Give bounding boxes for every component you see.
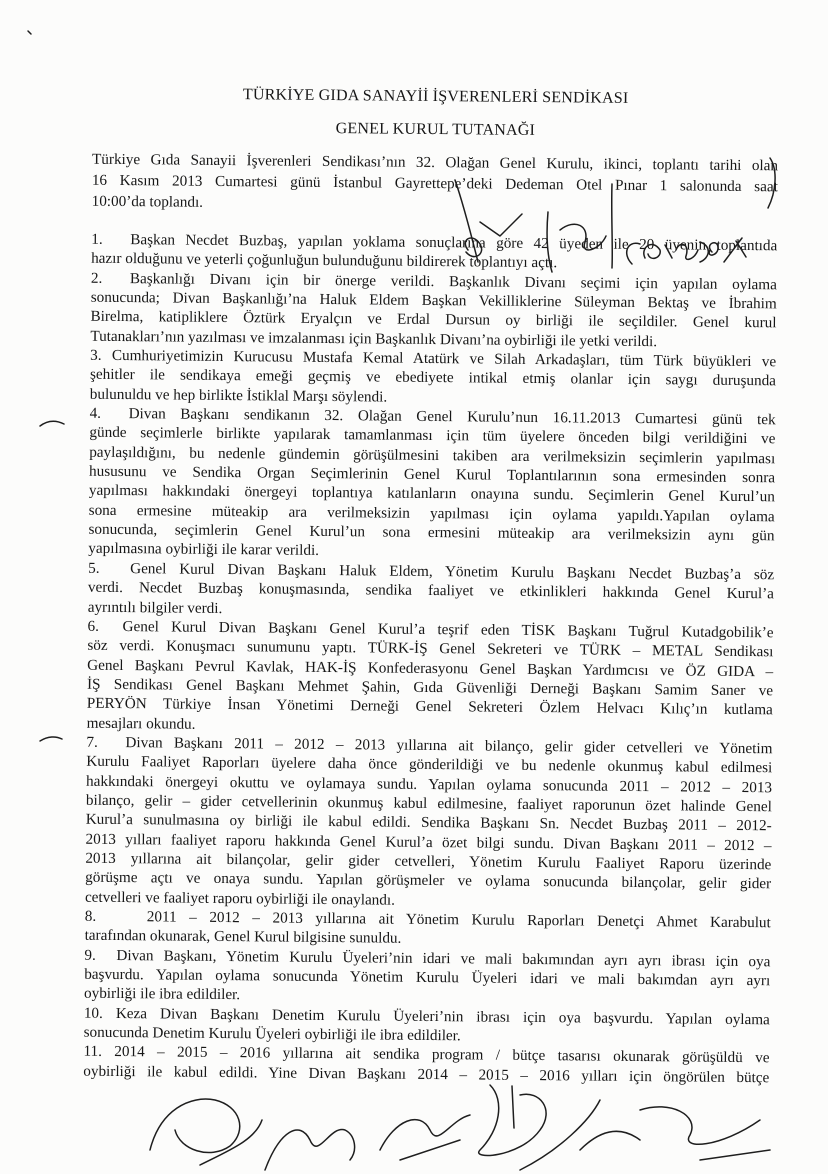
agenda-item-4 [88, 404, 775, 565]
agenda-item-5 [88, 559, 775, 624]
line-text: sona ermesine müteakip ara verilmeksizin yapılması için oylama yapıldı.Yapılan oylama [88, 501, 775, 526]
line-text: hakkındaki önergeyi okuttu ve oylamaya sundu. Yapılan oylama sonucunda 2011 – 2012 – 2013 [86, 772, 773, 796]
line-text: görüşme açtı ve onaya sundu. Yapılan görüşmeler ve oylama sonucunda bilançolar, gelir gider [85, 869, 772, 893]
line-text: bilanço, gelir – gider cetvellerinin okunmuş kabul edilmesine, faaliyet raporunun özet halinde Genel [85, 791, 772, 816]
line-text: Birelma, katipliklere Öztürk Eryalçın ve Erdal Dursun oy birliği ile seçildiler. Genel kurul [90, 308, 777, 332]
line-text: Divan Başkanı, Yönetim Kurulu Üyeleri’nin idari ve mali bakımından ayrı ayrı ibrası için oya [116, 946, 771, 970]
line-text: mesajları okundu. [86, 714, 196, 733]
line-text: oybirliği ile kabul edildi. Yine Divan Başkanı 2014 – 2015 – 2016 yılları için öngörülen bütçe [83, 1062, 770, 1087]
line-text: günde seçimlerle birlikte yapılarak tamamlanması için tüm üyelere önceden bilgi verildiğini ve [89, 424, 776, 448]
line-text: ayrıntılı bilgiler verdi. [87, 598, 223, 617]
agenda-item-10 [84, 1003, 770, 1048]
item-number: 2. [90, 269, 103, 287]
agenda-item-1 [91, 230, 777, 275]
intro-paragraph [92, 150, 779, 219]
line-text: tarafından okunarak, Genel Kurul bilgisine sunuldu. [84, 927, 402, 948]
line-text: cetvelleri ve faaliyet raporu oybirliği ile onaylandı. [84, 888, 396, 909]
line-text: Cumhuriyetimizin Kurucusu Mustafa Kemal Atatürk ve Silah Arkadaşları, tüm Türk büyükleri ve [111, 346, 777, 371]
line-text: PERYÖN Türkiye İnsan Yönetimi Derneği Genel Sekreteri Özlem Helvacı Kılıç’ın kutlama [86, 694, 773, 719]
line-text: sonucunda, seçimlerin Genel Kurul’un sona ermesini müteakip ara verilmeksizin aynı gün [88, 520, 775, 545]
line-text: Genel Kurul Divan Başkanı Haluk Eldem, Yönetim Kurulu Başkanı Necdet Buzbaş’a söz [130, 559, 775, 584]
agenda-item-3 [90, 346, 777, 411]
document-text [75, 77, 787, 1094]
line-text: şehitler ile sendikaya emeği geçmiş ve ebediyete intikal etmiş olanlar için saygı duruşunda [89, 366, 777, 390]
line-text: Keza Divan Başkanı Denetim Kurulu Üyeleri’nin ibrası için oya başvurdu. Yapılan oylama [115, 1004, 770, 1029]
item-number: 4. [89, 404, 102, 422]
signatures-bottom [150, 1085, 770, 1170]
item-number: 8. [84, 907, 97, 925]
line-text: Başkan Necdet Buzbaş, yapılan yoklama sonuçlarına göre 42 üyeden ile 20 üyenin toplantıda [130, 231, 778, 255]
line-text: Kurulu Faaliyet Raporları üyelere daha önce gönderildiği ve bu nedenle okunmuş kabul edilmesi [86, 752, 773, 777]
item-number: 3. [90, 346, 102, 364]
document-title: TÜRKİYE GIDA SANAYİİ İŞVERENLERİ SENDİKASI [242, 86, 629, 107]
agenda-item-6 [87, 617, 774, 740]
line-text: paylaşıldığını, bu nedenle gündemin görüşülmesini takiben ara verilmeksizin seçimlerin yapılması [89, 443, 776, 468]
line-text: bulunuldu ve hep birlikte İstiklal Marşı söylendi. [89, 385, 388, 406]
line-text: hazır olduğunu ve yeterli çoğunluğun bulunduğunu bildirerek toplantıyı açtı. [91, 250, 558, 272]
minutes-body [83, 150, 778, 1088]
item-number: 9. [84, 946, 96, 964]
agenda-item-9 [84, 945, 771, 1010]
line-text: sonucunda; Divan Başkanlığı’na Haluk Eldem Başkan Vekilliklerine Süleyman Bektaş ve İbrahim [90, 288, 777, 313]
item-number: 7. [86, 733, 98, 751]
agenda-item-8 [85, 907, 771, 952]
line-text: verdi. Necdet Buzbaş konuşmasında, sendika faaliyet ve etkinlikleri hakkında Genel Kurul’a [87, 578, 775, 603]
item-number: 6. [87, 617, 100, 635]
line-text: başvurdu. Yapılan oylama sonucunda Yönetim Kurulu Üyeleri idari ve mali bakımdan ayrı ayrı [84, 965, 771, 990]
item-number: 11. [83, 1043, 103, 1061]
item-number: 10. [83, 1004, 103, 1022]
agenda-item-2 [90, 268, 777, 352]
margin-marks [28, 31, 64, 741]
line-text: 10:00’da toplandı. [91, 192, 204, 211]
agenda-item-7 [85, 733, 773, 914]
agenda-item-11 [83, 1042, 769, 1087]
line-text: 16 Kasım 2013 Cumartesi günü İstanbul Gayrettepe’deki Dedeman Otel Pınar 1 salonunda saat [91, 171, 778, 196]
item-number: 5. [88, 559, 100, 577]
line-text: hususunu ve Sendika Organ Seçimlerinin Genel Kurul Toplantılarının sona ermesinden sonra [88, 462, 776, 487]
document-subtitle: GENEL KURUL TUTANAĞI [335, 120, 536, 139]
line-text: yapılmasına oybirliği ile karar verildi. [88, 540, 320, 560]
line-text: Tutanakları’nın yazılması ve imzalanması için Başkanlık Divanı’na oybirliği ile yetki verildi. [90, 327, 658, 350]
line-text: 2013 yıllarına ait bilançolar, gelir gider cetvelleri, Yönetim Kurulu Faaliyet Raporu üzerinde [85, 849, 772, 874]
line-text: Kurul’a sunulmasına oy birliği ile kabul edildi. Sendika Başkanı Sn. Necdet Buzbaş 2011 – 2012- [85, 810, 772, 835]
line-text: Başkanlığı Divanı için bir önerge verildi. Başkanlık Divanı seçimi için yapılan oylama [129, 269, 777, 293]
line-text: 2011 – 2012 – 2013 yıllarına ait Yönetim Kurulu Raporları Denetçi Ahmet Karabulut [146, 908, 771, 932]
line-text: İŞ Sendikası Genel Başkanı Mehmet Şahin, Gıda Güvenliği Derneği Başkanı Samim Saner ve [86, 675, 774, 700]
item-number: 1. [91, 230, 103, 248]
line-text: sonucunda Denetim Kurulu Üyeleri oybirliği ile ibra edildiler. [83, 1023, 461, 1045]
line-text: söz verdi. Konuşmacı sunumunu yaptı. TÜRK-İŞ Genel Sekreteri ve TÜRK – METAL Sendikası [87, 636, 774, 661]
line-text: Genel Kurul Divan Başkanı Genel Kurul’a teşrif eden TİSK Başkanı Tuğrul Kutadgobilik’e [122, 617, 774, 642]
line-text: Türkiye Gıda Sanayii İşverenleri Sendikası’nın 32. Olağan Genel Kurulu, ikinci, toplantı tarihi olan [91, 150, 779, 175]
line-text: Divan Başkanı 2011 – 2012 – 2013 yıllarına ait bilanço, gelir gider cetvelleri ve Yönetim [125, 733, 773, 758]
line-text: yapılması hakkındaki önergeyi toplantıya katılanların onayına sundu. Seçimlerin Genel Kurul’un [88, 482, 775, 506]
line-text: oybirliği ile ibra edildiler. [83, 985, 241, 1004]
line-text: Divan Başkanı sendikanın 32. Olağan Genel Kurulu’nun 16.11.2013 Cumartesi günü tek [128, 405, 776, 429]
line-text: Genel Başkanı Pevrul Kavlak, HAK-İŞ Konfederasyonu Genel Başkan Yardımcısı ve ÖZ GIDA – [87, 656, 774, 680]
line-text: 2013 yılları faaliyet raporu hakkında Genel Kurul’a özet bilgi sundu. Divan Başkanı 2011 – 2012 – [85, 830, 772, 854]
line-text: 2014 – 2015 – 2016 yıllarına ait sendika program / bütçe tasarısı okunarak görüşüldü ve [114, 1043, 770, 1067]
